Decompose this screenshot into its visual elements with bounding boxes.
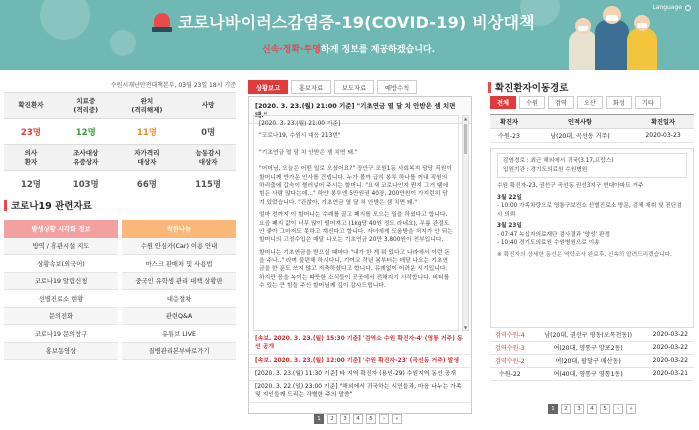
news-list-item[interactable]: [속보. 2020. 3. 23.(월) 12:00 기준] '수원 확진자-23' (곡선동 거주) 발생 bbox=[249, 355, 471, 368]
stat-label: 치료중 (격리중) bbox=[58, 93, 114, 119]
related-link[interactable]: 문의전화 bbox=[4, 308, 118, 326]
route-title-text: 확진환자이동경로 bbox=[495, 83, 569, 94]
table-row[interactable] bbox=[490, 328, 694, 341]
region-tab-all[interactable]: 전체 bbox=[490, 96, 516, 109]
title-bar bbox=[4, 200, 7, 211]
scroll-up-icon[interactable]: ▲ bbox=[463, 116, 468, 121]
detail-note: ※ 확진자의 상세한 동선은 역학조사 완료후, 신속히 알려드리겠습니다. bbox=[497, 251, 672, 258]
page-button[interactable]: 5 bbox=[366, 414, 376, 424]
region-tabs bbox=[490, 96, 661, 109]
patient-info: 남(20대, 권선구 평동(오목천동)) bbox=[530, 328, 647, 341]
related-link[interactable]: 마스크 판매처 및 사용법 bbox=[122, 255, 236, 273]
patient-info: 여(20대, 팔달구 매산동) bbox=[530, 354, 647, 367]
related-link[interactable]: 선별진료소 현황 bbox=[4, 290, 118, 308]
news-list-item[interactable]: [2020. 3. 22.(일) 23:00 기준] "해외에서 귀국하는 시민들과, 마음 나누는 가족 및 지인들께 드리는 각별한 주의 말씀" bbox=[249, 381, 471, 403]
table-row[interactable] bbox=[490, 129, 694, 143]
subtitle-accent: 신속·정확·투명 bbox=[262, 45, 322, 55]
related-link[interactable]: 상황속보(외국어) bbox=[4, 255, 118, 273]
route-detail bbox=[490, 148, 694, 328]
stat-label: 조사대상 유증상자 bbox=[58, 145, 114, 171]
confirm-date: 2020-03-23 bbox=[632, 129, 694, 143]
patient-id: 수원-22 bbox=[490, 367, 530, 380]
news-paragraph: [2020. 3. 23.(월) 21:00 기준] bbox=[259, 121, 341, 127]
page-button[interactable]: 3 bbox=[340, 414, 350, 424]
last-page-icon[interactable]: » bbox=[626, 404, 636, 414]
route-pagination bbox=[548, 404, 636, 414]
related-link[interactable]: 발생상황 시각화 정보 bbox=[4, 220, 118, 238]
right-column bbox=[486, 70, 699, 430]
stat-recovered: 11명 bbox=[114, 119, 181, 145]
last-page-icon[interactable]: » bbox=[392, 414, 402, 424]
col-header: 확진자 bbox=[490, 115, 528, 129]
detail-line: 수원 확진자-23, 권선구 곡선동 권선3지구 현대아파트 거주 bbox=[497, 183, 644, 190]
tab-status-report[interactable]: 상황보고 bbox=[248, 80, 288, 94]
virus-decoration bbox=[40, 0, 90, 40]
news-paragraph: 할머니는 기초연금을 받으실 때마다 "내가 한 게 뭐 있다고 나라에서 이런 돈을 주나.." 라며 불편해 하시다니, 기여코 작년 봄부터는 매달 나오는 기초연금을 한 푼도 쓰지 않고 저축하셨다고 합니다. 유례없이 어려운 시기입니다. 하지만 음을 녹이는 따뜻한 소식들이 곳곳에서 전해지기 시작합니다. 버티를 수 있는 큰 힘을 주신 할머님께 깊이 감사드립니다. bbox=[259, 249, 450, 290]
patient-id: 수원-23 bbox=[490, 129, 528, 143]
scroll-thumb[interactable] bbox=[464, 124, 467, 154]
page-button[interactable]: 1 bbox=[548, 404, 558, 414]
person-figure bbox=[627, 28, 657, 70]
people-illustration bbox=[569, 12, 659, 70]
related-link[interactable]: 착한나눔 bbox=[122, 220, 236, 238]
page-button[interactable]: 3 bbox=[574, 404, 584, 414]
related-link[interactable]: 코로나19 알림신청 bbox=[4, 273, 118, 291]
confirm-date: 2020-03-22 bbox=[647, 328, 694, 341]
infection-route: 감염경로 : 최근 해외에서 귀국(3.17,프랑스) bbox=[503, 158, 614, 164]
region-tab-osan[interactable]: 오산 bbox=[577, 96, 603, 109]
detail-item: - 10:40 경기도의료원 수원병원으로 이송 bbox=[497, 240, 600, 247]
person-figure bbox=[595, 20, 629, 70]
news-list-item[interactable]: [속보. 2020. 3. 23.(월) 15:30 기준] '검역소 수원 확진자-4' (영통 거주) 동선 공개 bbox=[249, 333, 471, 355]
stat-label: 확진환자 bbox=[4, 93, 58, 119]
page-button[interactable]: 4 bbox=[353, 414, 363, 424]
related-link[interactable]: 중국인 유학생 관리 대책 상황판 bbox=[122, 273, 236, 291]
detail-date: 3월 22일 bbox=[497, 194, 522, 201]
hospital: 입원기관 : 경기도의료원 수원병원 bbox=[503, 166, 588, 173]
region-tab-quarantine[interactable]: 검역 bbox=[548, 96, 574, 109]
stat-label: 능동감시 대상자 bbox=[180, 145, 236, 171]
next-page-icon[interactable]: › bbox=[613, 404, 623, 414]
siren-icon bbox=[152, 11, 172, 33]
col-header: 확진일자 bbox=[632, 115, 694, 129]
stats-table bbox=[4, 92, 236, 197]
col-header: 인적사항 bbox=[528, 115, 632, 129]
stat-deaths: 0명 bbox=[180, 119, 236, 145]
stat-active-monitoring: 115명 bbox=[180, 171, 236, 197]
news-list bbox=[249, 333, 471, 403]
page-button[interactable]: 2 bbox=[327, 414, 337, 424]
virus-decoration bbox=[110, 30, 136, 56]
patient-info: 남(20대, 곡선동 거주) bbox=[528, 129, 632, 143]
stats-source: 수원시재난안전대책본부, 03월 23일 18시 기준 bbox=[110, 82, 236, 89]
stat-symptomatic: 103명 bbox=[58, 171, 114, 197]
related-link[interactable]: 질병관리본부바로가기 bbox=[122, 343, 236, 361]
tab-promo[interactable]: 홍보자료 bbox=[291, 80, 331, 94]
site-header bbox=[0, 0, 699, 70]
related-link[interactable]: 방역 / 휴관시설 지도 bbox=[4, 238, 118, 256]
news-paragraph: 얼마 전까지 이 할머니는 수레를 끌고 폐지를 모으는 일을 하셨다고 합니다. 요즘 폐지 값이 너무 많이 떨어져고 (1kg당 40원 정도 라네요), 무릎 관절도 안 좋아 그마저도 못하고 계신다고 합니다. 자녀에게 도움받을 처지가 안 되는 할머니의 고정수입은 매달 나오는 기초연금 20만 3,800원이 전부입니다. bbox=[259, 212, 453, 244]
header-title-row bbox=[152, 10, 535, 33]
news-headline[interactable]: [2020. 3. 23.(월) 21:00 기준] "기초연금 열 달 치 안받은 셈 치면 돼." bbox=[249, 97, 471, 124]
person-figure bbox=[569, 30, 597, 70]
patient-info: 여(40대, 영통구 영통1동) bbox=[530, 367, 647, 380]
globe-icon bbox=[685, 5, 691, 11]
route-list bbox=[490, 328, 694, 381]
language-selector[interactable] bbox=[652, 4, 691, 11]
related-links-grid bbox=[4, 220, 236, 360]
language-label: Language bbox=[652, 4, 682, 11]
confirm-date: 2020-03-22 bbox=[647, 341, 694, 354]
middle-column bbox=[244, 70, 482, 430]
page-title: 코로나바이러스감염증-19(COVID-19) 비상대책 bbox=[178, 13, 535, 32]
news-panel bbox=[248, 96, 472, 414]
patient-id: 검역수원-4 bbox=[490, 328, 530, 341]
stat-label: 의사 환자 bbox=[4, 145, 58, 171]
stat-self-quarantine: 66명 bbox=[114, 171, 181, 197]
left-column bbox=[0, 70, 240, 430]
region-tab-hwaseong[interactable]: 화성 bbox=[606, 96, 632, 109]
stat-label: 사망 bbox=[180, 93, 236, 119]
patient-id: 검역수원-3 bbox=[490, 341, 530, 354]
confirm-date: 2020-03-22 bbox=[647, 354, 694, 367]
page-button[interactable]: 2 bbox=[561, 404, 571, 414]
stat-label: 자가격리 대상자 bbox=[114, 145, 181, 171]
related-link[interactable]: 홍보동영상 bbox=[4, 343, 118, 361]
page-button[interactable]: 1 bbox=[314, 414, 324, 424]
table-row[interactable] bbox=[490, 341, 694, 354]
related-link[interactable]: 코로나19 문의창구 bbox=[4, 325, 118, 343]
next-page-icon[interactable]: › bbox=[379, 414, 389, 424]
detail-box bbox=[497, 153, 687, 178]
related-title-text: 코로나19 관련자료 bbox=[11, 201, 92, 212]
news-list-item[interactable]: [2020. 3. 23.(월) 11:30 기준] 타 지역 확진자 (용인-29) 수원지역 동선 공개 bbox=[249, 368, 471, 381]
scroll-down-icon[interactable]: ▼ bbox=[463, 325, 468, 330]
related-link[interactable]: 유튜브 LIVE bbox=[122, 325, 236, 343]
table-row[interactable] bbox=[490, 367, 694, 380]
news-paragraph: "어머님, 오늘은 어떤 일로 오셨어요?" 장안구 조원1동 사회복지 담당 직원이 할머니께 반가운 인사를 건넵니다. 누가 볼까 급히 봉투 하나를 꺼내 직원의 하리춤에 갑숙이 쩔러넣어 주시는 할머니. "요새 코로나인지 뭔지 그거 땜에 힘든 사람 많다는데..." 하얀 봉투엔 5만원권 40장, 200만원이 가지런히 담겨 있었습니다. "관찮아, 기초연금 열 달 치 안받은 셈 치면 돼." bbox=[259, 166, 452, 206]
tab-press[interactable]: 보도자료 bbox=[334, 80, 374, 94]
news-paragraph: "기초연금 열 달 치 안받은 셈 치면 돼." bbox=[259, 149, 358, 156]
news-scrollbar[interactable] bbox=[462, 115, 469, 331]
subtitle-rest: 하게 정보를 제공하겠습니다. bbox=[321, 45, 436, 55]
stat-confirmed: 23명 bbox=[4, 119, 58, 145]
page-button[interactable]: 5 bbox=[600, 404, 610, 414]
stat-treating: 12명 bbox=[58, 119, 114, 145]
related-link[interactable]: 대응절차 bbox=[122, 290, 236, 308]
page-button[interactable]: 4 bbox=[587, 404, 597, 414]
table-row[interactable] bbox=[490, 354, 694, 367]
news-tabs bbox=[248, 80, 417, 94]
news-body bbox=[253, 115, 459, 331]
tab-prevention[interactable]: 예방수칙 bbox=[377, 80, 417, 94]
route-table bbox=[490, 114, 694, 143]
route-title bbox=[488, 80, 568, 94]
detail-date: 3월 23일 bbox=[497, 223, 522, 230]
detail-item: - 10:00 가족차량으로 영통구보건소 선별진료소 방문, 검체 채취 및 진단검사 의뢰 bbox=[497, 203, 682, 218]
patient-id: 검역수원-2 bbox=[490, 354, 530, 367]
region-tab-etc[interactable]: 기타 bbox=[635, 96, 661, 109]
stat-label: 완치 (격리해제) bbox=[114, 93, 181, 119]
detail-item: - 07:47 녹십자의료재단 검사결과 '양성' 판정 bbox=[497, 231, 611, 238]
title-bar bbox=[488, 82, 491, 93]
patient-info: 여(20대, 영통구 망포2동) bbox=[530, 341, 647, 354]
news-paragraph: "코로나19, 수원시 대응 213번" bbox=[259, 133, 341, 140]
related-link[interactable]: 관련Q&A bbox=[122, 308, 236, 326]
related-link[interactable]: 수원 안심카(Car) 이용 안내 bbox=[122, 238, 236, 256]
stat-suspected: 12명 bbox=[4, 171, 58, 197]
news-pagination bbox=[314, 414, 402, 424]
confirm-date: 2020-03-21 bbox=[647, 367, 694, 380]
related-title bbox=[4, 198, 92, 212]
header-subtitle bbox=[262, 42, 435, 55]
region-tab-suwon[interactable]: 수원 bbox=[519, 96, 545, 109]
